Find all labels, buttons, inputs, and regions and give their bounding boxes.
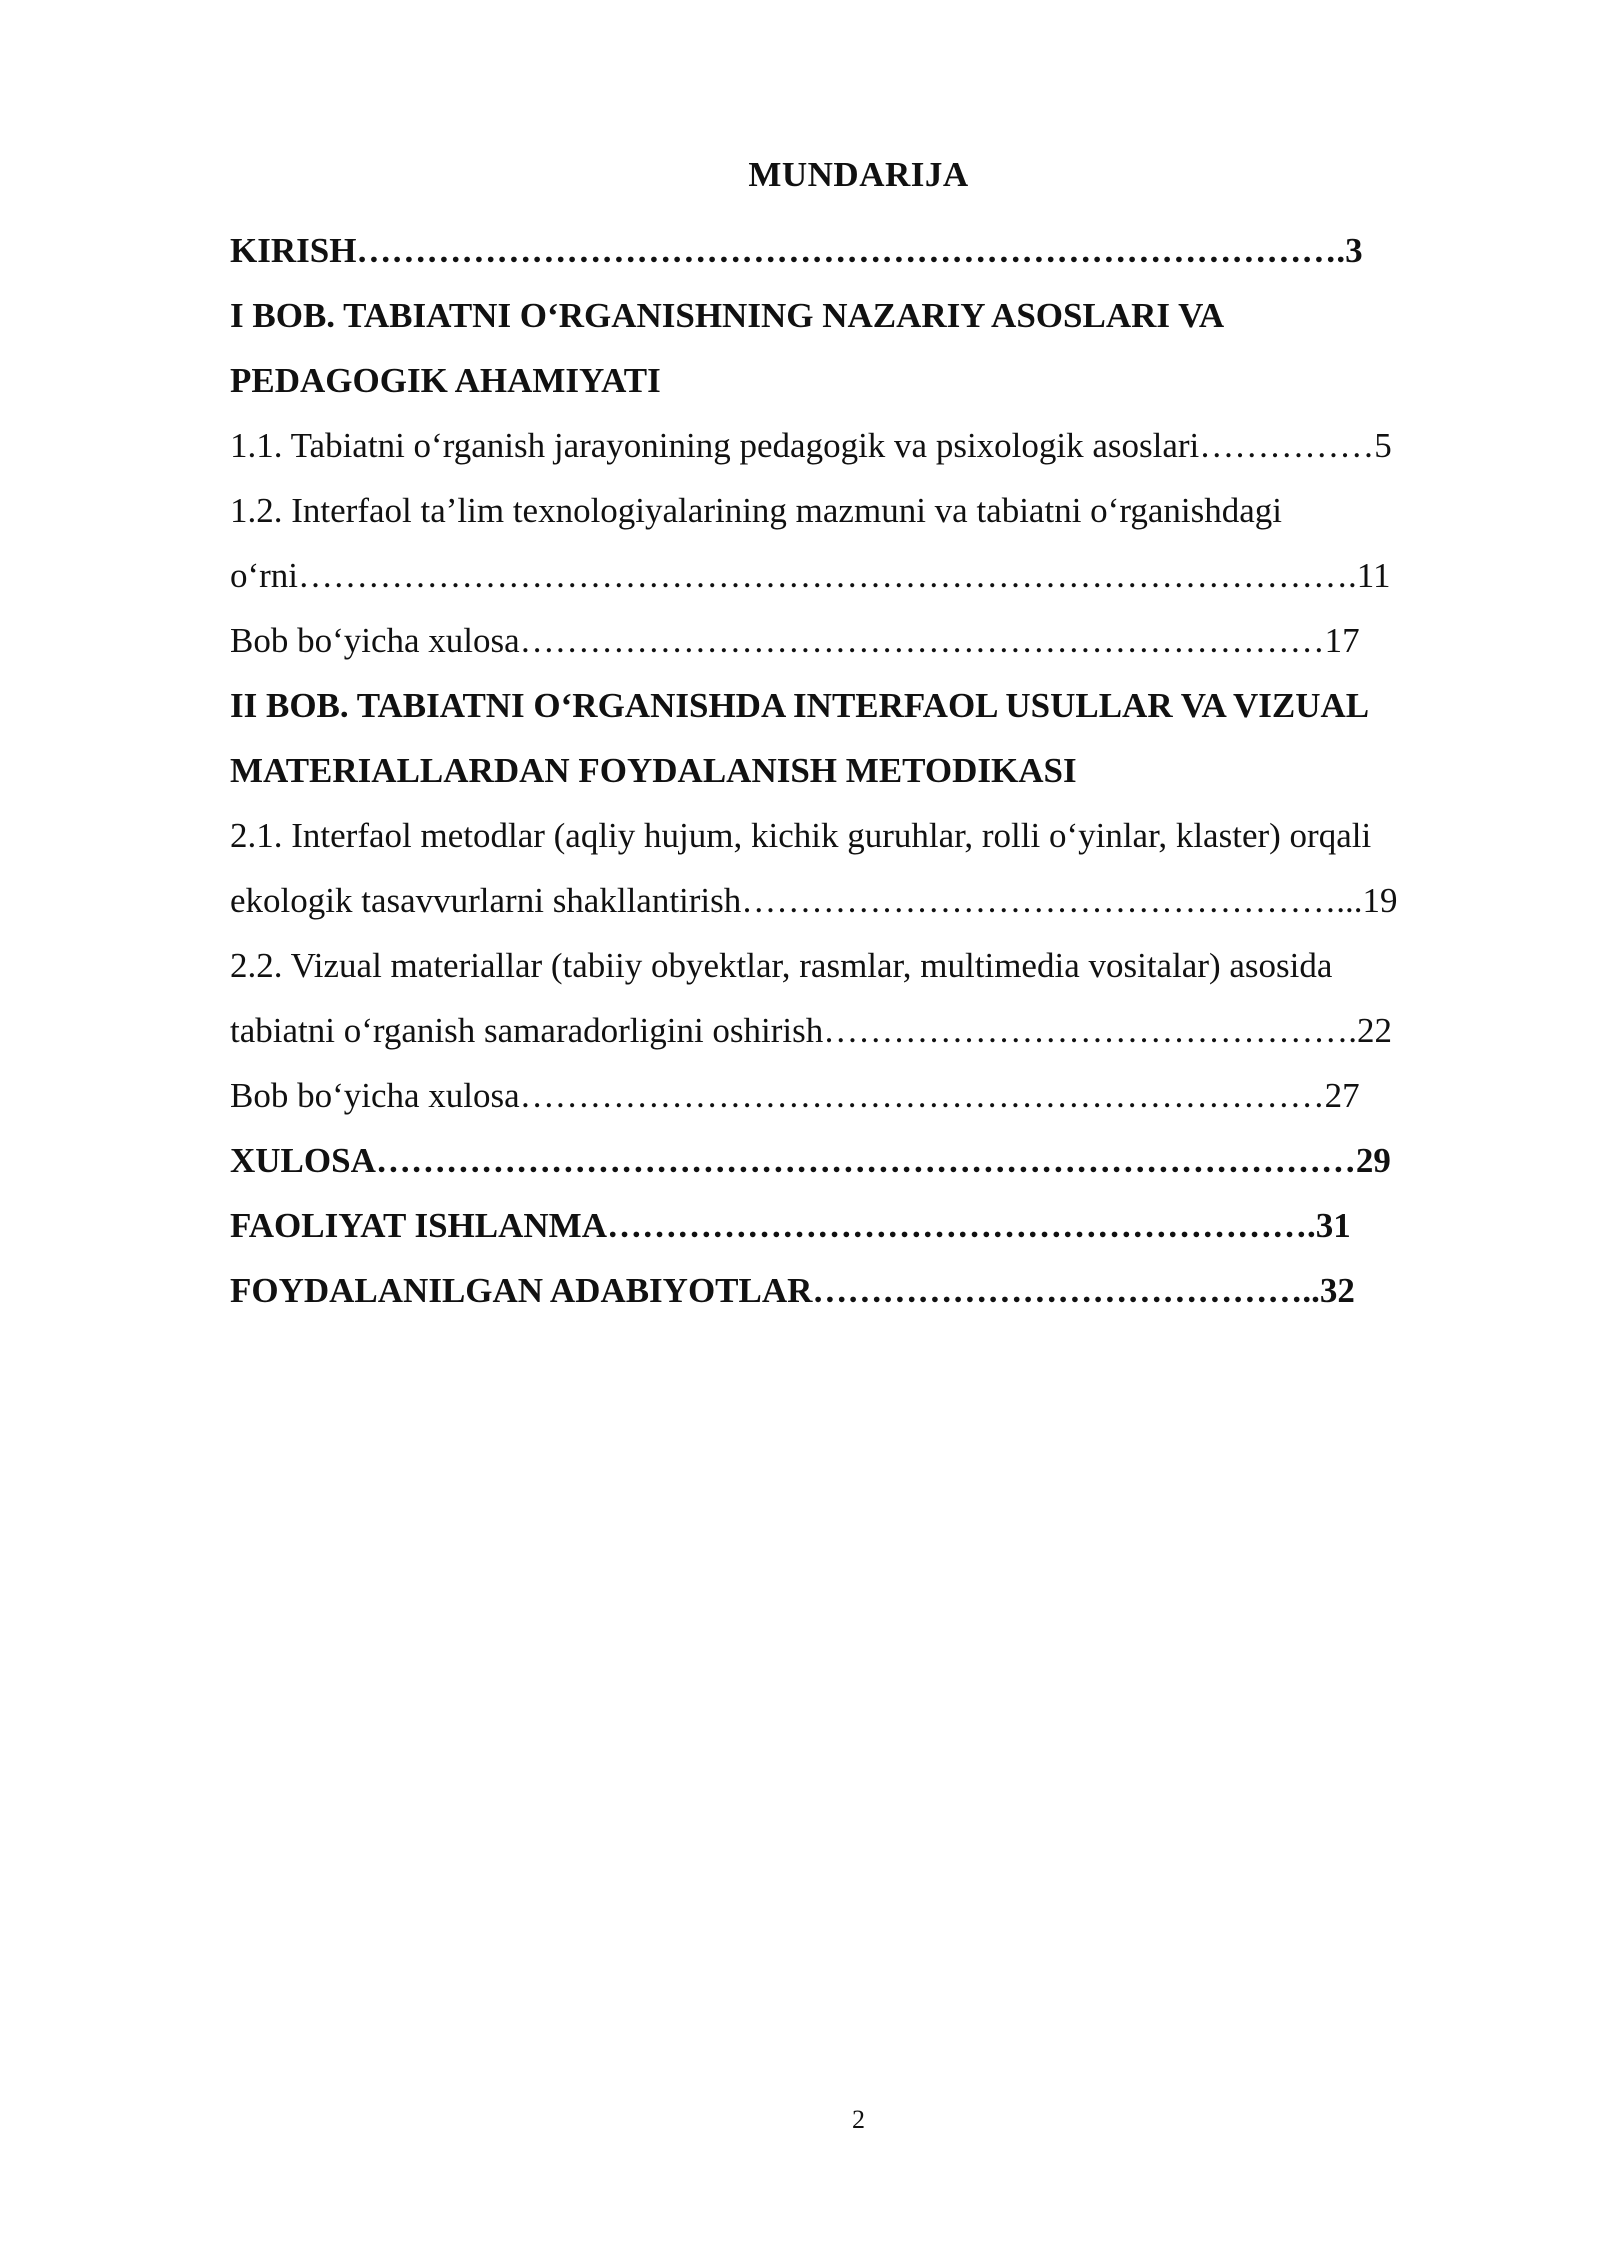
toc-section-2-1 <box>230 803 1492 868</box>
toc-entry-text: XULOSA…………………………………………………………………………29 <box>230 1141 1391 1180</box>
toc-chapter-1-heading <box>230 283 1492 348</box>
toc-entry-kirish <box>230 218 1492 283</box>
toc-section-2-1-continued <box>230 868 1492 933</box>
toc-entry-text: 1.2. Interfaol ta’lim texnologiyalarining mazmuni va tabiatni o‘rganishdagi <box>230 491 1282 530</box>
toc-entry-text: Bob bo‘yicha xulosa……………………………………………………………17 <box>230 621 1360 660</box>
table-of-contents <box>230 218 1492 1323</box>
toc-entry-text: tabiatni o‘rganish samaradorligini oshirish……………………………………….22 <box>230 1011 1393 1050</box>
toc-entry-text: o‘rni……………………………………………………………………………….11 <box>230 556 1391 595</box>
toc-chapter-1-summary <box>230 608 1492 673</box>
toc-section-2-2 <box>230 933 1492 998</box>
toc-entry-text: II BOB. TABIATNI O‘RGANISHDA INTERFAOL USULLAR VA VIZUAL <box>230 686 1370 725</box>
toc-entry-xulosa <box>230 1128 1492 1193</box>
toc-entry-text: FAOLIYAT ISHLANMA…………………………………………………….31 <box>230 1206 1351 1245</box>
page-title: MUNDARIJA <box>748 155 969 194</box>
toc-entry-text: Bob bo‘yicha xulosa……………………………………………………………27 <box>230 1076 1360 1115</box>
toc-entry-text: 1.1. Tabiatni o‘rganish jarayonining pedagogik va psixologik asoslari……………5 <box>230 426 1392 465</box>
toc-entry-adabiyotlar <box>230 1258 1492 1323</box>
toc-section-2-2-continued <box>230 998 1492 1063</box>
toc-chapter-1-heading-continued <box>230 348 1492 413</box>
toc-entry-text: 2.1. Interfaol metodlar (aqliy hujum, kichik guruhlar, rolli o‘yinlar, klaster) orqali <box>230 816 1372 855</box>
toc-section-1-2 <box>230 478 1492 543</box>
toc-entry-text: MATERIALLARDAN FOYDALANISH METODIKASI <box>230 751 1077 790</box>
page-number: 2 <box>852 2105 865 2134</box>
toc-entry-text: I BOB. TABIATNI O‘RGANISHNING NAZARIY ASOSLARI VA <box>230 296 1225 335</box>
toc-section-1-2-continued <box>230 543 1492 608</box>
toc-chapter-2-heading <box>230 673 1492 738</box>
toc-entry-text: ekologik tasavvurlarni shakllantirish……………………………………………...19 <box>230 881 1398 920</box>
toc-entry-text: 2.2. Vizual materiallar (tabiiy obyektlar, rasmlar, multimedia vositalar) asosida <box>230 946 1333 985</box>
toc-entry-faoliyat-ishlanma <box>230 1193 1492 1258</box>
toc-chapter-2-heading-continued <box>230 738 1492 803</box>
toc-entry-text: FOYDALANILGAN ADABIYOTLAR……………………………………..32 <box>230 1271 1355 1310</box>
toc-section-1-1 <box>230 413 1492 478</box>
toc-entry-text: KIRISH………………………………………………………………………….3 <box>230 231 1363 270</box>
toc-entry-text: PEDAGOGIK AHAMIYATI <box>230 361 661 400</box>
toc-chapter-2-summary <box>230 1063 1492 1128</box>
